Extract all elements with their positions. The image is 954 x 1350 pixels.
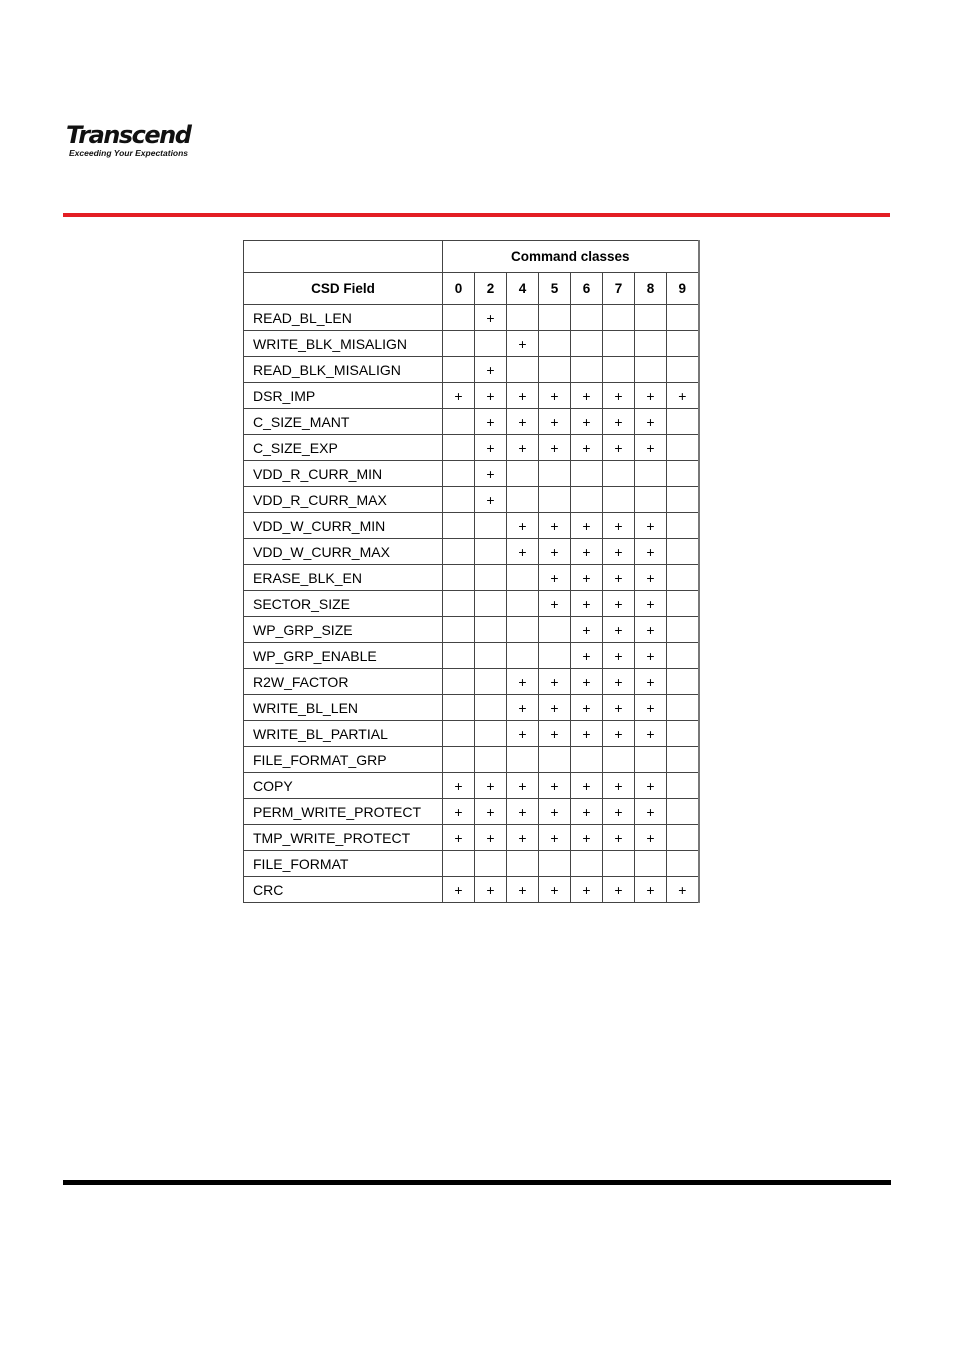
class-mark-cell: +: [603, 877, 635, 903]
class-mark-cell: +: [507, 383, 539, 409]
class-mark-cell: +: [475, 409, 507, 435]
class-mark-cell: +: [635, 643, 667, 669]
table-row: [244, 799, 699, 825]
class-mark-cell: [667, 513, 699, 539]
class-mark-cell: +: [603, 591, 635, 617]
class-mark-cell: +: [539, 513, 571, 539]
csd-field-name: TMP_WRITE_PROTECT: [244, 825, 443, 851]
table-row: [244, 773, 699, 799]
class-mark-cell: +: [539, 435, 571, 461]
class-mark-cell: +: [475, 305, 507, 331]
class-mark-cell: [475, 695, 507, 721]
class-mark-cell: [667, 825, 699, 851]
table-row: [244, 435, 699, 461]
class-mark-cell: [443, 851, 475, 877]
class-mark-cell: +: [475, 877, 507, 903]
csd-field-name: VDD_R_CURR_MAX: [244, 487, 443, 513]
class-mark-cell: [667, 747, 699, 773]
class-mark-cell: [539, 331, 571, 357]
class-mark-cell: [507, 565, 539, 591]
class-mark-cell: [667, 721, 699, 747]
class-mark-cell: [571, 305, 603, 331]
class-mark-cell: +: [571, 643, 603, 669]
class-mark-cell: +: [571, 617, 603, 643]
class-mark-cell: +: [571, 513, 603, 539]
class-mark-cell: [443, 357, 475, 383]
class-mark-cell: +: [507, 773, 539, 799]
class-mark-cell: +: [539, 695, 571, 721]
class-mark-cell: [539, 851, 571, 877]
class-mark-cell: [667, 409, 699, 435]
class-mark-cell: +: [443, 799, 475, 825]
header-rule: [63, 213, 890, 217]
class-mark-cell: [667, 851, 699, 877]
table-row: [244, 877, 699, 903]
class-mark-cell: +: [603, 721, 635, 747]
class-mark-cell: [475, 851, 507, 877]
class-mark-cell: +: [635, 877, 667, 903]
class-mark-cell: [475, 669, 507, 695]
class-mark-cell: [603, 747, 635, 773]
csd-field-name: FILE_FORMAT: [244, 851, 443, 877]
class-mark-cell: +: [507, 513, 539, 539]
class-mark-cell: [667, 539, 699, 565]
csd-field-name: R2W_FACTOR: [244, 669, 443, 695]
class-mark-cell: +: [603, 773, 635, 799]
table-body: [244, 305, 699, 903]
class-mark-cell: [635, 747, 667, 773]
class-mark-cell: +: [635, 721, 667, 747]
class-mark-cell: +: [571, 877, 603, 903]
class-mark-cell: [571, 357, 603, 383]
class-mark-cell: +: [539, 409, 571, 435]
class-mark-cell: [667, 487, 699, 513]
class-mark-cell: +: [603, 695, 635, 721]
csd-field-name: FILE_FORMAT_GRP: [244, 747, 443, 773]
class-mark-cell: [475, 513, 507, 539]
class-mark-cell: +: [571, 565, 603, 591]
class-header-7: 7: [603, 273, 635, 305]
class-mark-cell: [667, 773, 699, 799]
class-mark-cell: +: [571, 773, 603, 799]
class-mark-cell: [539, 487, 571, 513]
class-mark-cell: +: [475, 383, 507, 409]
class-mark-cell: [475, 643, 507, 669]
class-mark-cell: [475, 539, 507, 565]
class-mark-cell: +: [475, 461, 507, 487]
table-row: [244, 825, 699, 851]
class-mark-cell: [507, 617, 539, 643]
class-mark-cell: +: [507, 409, 539, 435]
class-mark-cell: +: [539, 539, 571, 565]
csd-field-name: WRITE_BL_PARTIAL: [244, 721, 443, 747]
class-mark-cell: +: [443, 877, 475, 903]
class-mark-cell: [443, 487, 475, 513]
class-mark-cell: [603, 305, 635, 331]
class-mark-cell: +: [507, 825, 539, 851]
class-mark-cell: [507, 305, 539, 331]
class-mark-cell: [443, 539, 475, 565]
class-mark-cell: +: [635, 435, 667, 461]
class-mark-cell: +: [635, 591, 667, 617]
csd-command-class-table: [243, 240, 700, 903]
class-mark-cell: +: [507, 539, 539, 565]
class-mark-cell: [539, 461, 571, 487]
class-mark-cell: [475, 721, 507, 747]
class-mark-cell: +: [603, 825, 635, 851]
csd-field-name: READ_BLK_MISALIGN: [244, 357, 443, 383]
class-mark-cell: [539, 305, 571, 331]
class-mark-cell: +: [635, 409, 667, 435]
class-mark-cell: [539, 643, 571, 669]
csd-field-name: WP_GRP_ENABLE: [244, 643, 443, 669]
class-mark-cell: +: [475, 487, 507, 513]
table-row: [244, 617, 699, 643]
class-mark-cell: +: [539, 877, 571, 903]
csd-field-name: WP_GRP_SIZE: [244, 617, 443, 643]
csd-field-name: PERM_WRITE_PROTECT: [244, 799, 443, 825]
class-mark-cell: +: [475, 773, 507, 799]
class-mark-cell: [539, 617, 571, 643]
class-mark-cell: +: [443, 825, 475, 851]
csd-field-name: SECTOR_SIZE: [244, 591, 443, 617]
class-mark-cell: +: [539, 565, 571, 591]
class-mark-cell: [507, 461, 539, 487]
class-mark-cell: +: [635, 539, 667, 565]
class-mark-cell: +: [603, 799, 635, 825]
table-row: [244, 565, 699, 591]
table-row: [244, 721, 699, 747]
class-mark-cell: +: [475, 825, 507, 851]
class-mark-cell: +: [539, 591, 571, 617]
table-row: [244, 461, 699, 487]
class-mark-cell: +: [571, 539, 603, 565]
csd-field-name: VDD_W_CURR_MAX: [244, 539, 443, 565]
csd-field-name: ERASE_BLK_EN: [244, 565, 443, 591]
class-mark-cell: +: [475, 435, 507, 461]
class-mark-cell: [667, 331, 699, 357]
class-mark-cell: +: [603, 565, 635, 591]
class-mark-cell: +: [635, 383, 667, 409]
csd-field-name: C_SIZE_EXP: [244, 435, 443, 461]
csd-field-name: VDD_R_CURR_MIN: [244, 461, 443, 487]
class-mark-cell: +: [603, 617, 635, 643]
class-mark-cell: [443, 721, 475, 747]
class-mark-cell: +: [571, 825, 603, 851]
class-mark-cell: +: [571, 721, 603, 747]
class-mark-cell: [603, 331, 635, 357]
class-mark-cell: [667, 461, 699, 487]
class-header-9: 9: [667, 273, 699, 305]
class-mark-cell: [443, 461, 475, 487]
class-mark-cell: [667, 669, 699, 695]
brand-tagline: Exceeding Your Expectations: [69, 148, 189, 158]
class-mark-cell: +: [603, 435, 635, 461]
class-mark-cell: +: [443, 383, 475, 409]
class-mark-cell: +: [539, 721, 571, 747]
class-mark-cell: [603, 461, 635, 487]
class-mark-cell: [443, 513, 475, 539]
class-mark-cell: [635, 487, 667, 513]
csd-field-header: CSD Field: [244, 273, 443, 305]
class-mark-cell: [667, 565, 699, 591]
class-mark-cell: [443, 565, 475, 591]
class-mark-cell: +: [507, 695, 539, 721]
table-row: [244, 643, 699, 669]
class-mark-cell: +: [507, 331, 539, 357]
class-mark-cell: [475, 331, 507, 357]
class-mark-cell: +: [507, 721, 539, 747]
table-row: [244, 695, 699, 721]
class-mark-cell: +: [539, 773, 571, 799]
class-mark-cell: [539, 747, 571, 773]
class-mark-cell: [571, 747, 603, 773]
table-corner-cell: [244, 241, 443, 273]
table-row: [244, 669, 699, 695]
class-mark-cell: [667, 643, 699, 669]
class-mark-cell: [443, 591, 475, 617]
class-mark-cell: [507, 357, 539, 383]
class-mark-cell: +: [507, 669, 539, 695]
class-mark-cell: +: [635, 565, 667, 591]
class-mark-cell: +: [507, 877, 539, 903]
class-mark-cell: [443, 747, 475, 773]
class-mark-cell: [507, 591, 539, 617]
class-mark-cell: +: [571, 435, 603, 461]
class-mark-cell: [475, 591, 507, 617]
csd-field-name: CRC: [244, 877, 443, 903]
csd-field-name: READ_BL_LEN: [244, 305, 443, 331]
class-mark-cell: [667, 357, 699, 383]
class-mark-cell: [443, 643, 475, 669]
class-mark-cell: +: [635, 513, 667, 539]
class-mark-cell: +: [475, 357, 507, 383]
class-mark-cell: [507, 747, 539, 773]
class-mark-cell: [571, 851, 603, 877]
csd-field-name: DSR_IMP: [244, 383, 443, 409]
class-mark-cell: +: [603, 409, 635, 435]
class-mark-cell: +: [635, 617, 667, 643]
footer-rule: [63, 1180, 891, 1185]
class-mark-cell: [443, 331, 475, 357]
class-mark-cell: +: [571, 669, 603, 695]
class-mark-cell: [603, 357, 635, 383]
class-mark-cell: [443, 435, 475, 461]
class-mark-cell: +: [667, 383, 699, 409]
class-mark-cell: [635, 461, 667, 487]
csd-field-name: C_SIZE_MANT: [244, 409, 443, 435]
class-mark-cell: [443, 617, 475, 643]
class-mark-cell: [443, 669, 475, 695]
class-mark-cell: [667, 435, 699, 461]
class-mark-cell: [571, 331, 603, 357]
class-mark-cell: [667, 591, 699, 617]
class-mark-cell: +: [571, 409, 603, 435]
csd-field-name: VDD_W_CURR_MIN: [244, 513, 443, 539]
csd-field-name: WRITE_BL_LEN: [244, 695, 443, 721]
class-mark-cell: [507, 851, 539, 877]
class-mark-cell: [475, 565, 507, 591]
class-mark-cell: [603, 487, 635, 513]
class-mark-cell: +: [603, 669, 635, 695]
class-mark-cell: [667, 617, 699, 643]
class-mark-cell: +: [635, 695, 667, 721]
class-mark-cell: +: [507, 799, 539, 825]
class-mark-cell: [603, 851, 635, 877]
table-row: [244, 851, 699, 877]
class-mark-cell: [635, 851, 667, 877]
table-column-header-row: [244, 273, 699, 305]
class-mark-cell: +: [603, 383, 635, 409]
class-mark-cell: [475, 747, 507, 773]
class-mark-cell: +: [539, 383, 571, 409]
class-mark-cell: [635, 331, 667, 357]
table-row: [244, 357, 699, 383]
class-mark-cell: +: [539, 799, 571, 825]
class-mark-cell: +: [539, 825, 571, 851]
class-mark-cell: +: [667, 877, 699, 903]
class-mark-cell: [667, 305, 699, 331]
brand-name: Transcend: [66, 121, 191, 149]
class-mark-cell: +: [635, 773, 667, 799]
class-mark-cell: [443, 695, 475, 721]
class-mark-cell: [507, 643, 539, 669]
class-mark-cell: [667, 799, 699, 825]
class-mark-cell: +: [571, 591, 603, 617]
class-mark-cell: [635, 357, 667, 383]
class-mark-cell: +: [507, 435, 539, 461]
class-mark-cell: [507, 487, 539, 513]
class-mark-cell: +: [443, 773, 475, 799]
table-row: [244, 383, 699, 409]
table-row: [244, 487, 699, 513]
table-group-header-row: [244, 241, 699, 273]
table-row: [244, 305, 699, 331]
csd-field-name: WRITE_BLK_MISALIGN: [244, 331, 443, 357]
class-mark-cell: [443, 409, 475, 435]
class-header-4: 4: [507, 273, 539, 305]
class-header-8: 8: [635, 273, 667, 305]
class-header-0: 0: [443, 273, 475, 305]
class-mark-cell: +: [635, 799, 667, 825]
table-row: [244, 331, 699, 357]
class-mark-cell: [667, 695, 699, 721]
class-mark-cell: +: [571, 799, 603, 825]
command-classes-header: Command classes: [443, 241, 699, 273]
class-mark-cell: +: [539, 669, 571, 695]
class-mark-cell: [571, 487, 603, 513]
class-mark-cell: +: [571, 383, 603, 409]
class-mark-cell: [443, 305, 475, 331]
class-mark-cell: [571, 461, 603, 487]
class-header-5: 5: [539, 273, 571, 305]
csd-field-name: COPY: [244, 773, 443, 799]
class-mark-cell: [539, 357, 571, 383]
brand-logo: [66, 122, 226, 158]
table-row: [244, 513, 699, 539]
class-mark-cell: +: [603, 513, 635, 539]
table-row: [244, 539, 699, 565]
class-mark-cell: [635, 305, 667, 331]
class-header-6: 6: [571, 273, 603, 305]
class-mark-cell: +: [635, 825, 667, 851]
table-row: [244, 747, 699, 773]
table-row: [244, 591, 699, 617]
class-mark-cell: +: [603, 643, 635, 669]
class-header-2: 2: [475, 273, 507, 305]
class-mark-cell: +: [635, 669, 667, 695]
class-mark-cell: [475, 617, 507, 643]
class-mark-cell: +: [571, 695, 603, 721]
class-mark-cell: +: [603, 539, 635, 565]
table-row: [244, 409, 699, 435]
class-mark-cell: +: [475, 799, 507, 825]
